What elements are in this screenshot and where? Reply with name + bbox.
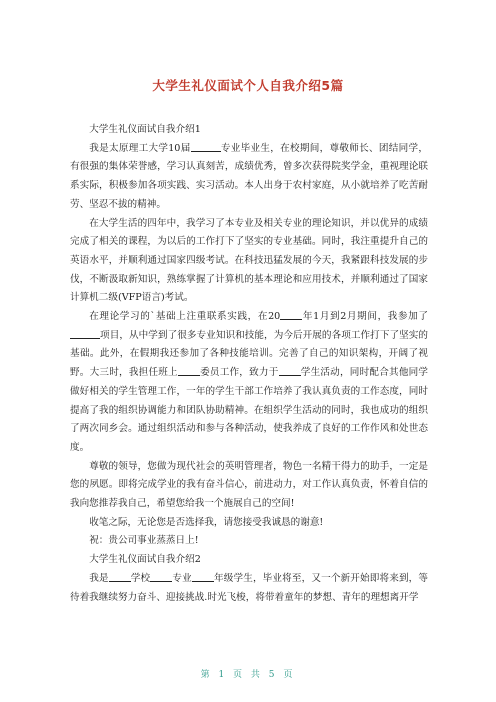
paragraph-3-part-c: 项目，从中学到了很多专业知识和技能，为今后开展的各项工作打下了坚实的基础。此外，在假期我还参加了各种技能培训。完善了自己的知识架构，开阔了视野。大三时，我担任班上 bbox=[70, 329, 428, 379]
paragraph-7-part-c: 专业 bbox=[172, 572, 192, 584]
paragraph-6: 祝：贵公司事业蒸蒸日上! bbox=[89, 535, 199, 547]
paragraph-7-part-d: 年级学生，毕业将至，又一个新开始即将来到，等待着我继续努力奋斗、迎接挑战.时光飞梭，将带着童年的梦想、青年的理想离开学 bbox=[70, 572, 429, 603]
paragraph-7-part-a: 我是 bbox=[89, 572, 109, 584]
paragraph-3-part-b: 年1月到2月期间，我参加了 bbox=[302, 311, 428, 323]
document-title: 大学生礼仪面试个人自我介绍5篇 bbox=[152, 78, 344, 93]
paragraph-7 bbox=[70, 570, 428, 607]
fill-blank bbox=[192, 571, 214, 582]
fill-blank bbox=[279, 365, 301, 376]
page-footer: 第 1 页 共 5 页 bbox=[200, 670, 296, 680]
fill-blank bbox=[191, 141, 221, 152]
fill-blank bbox=[280, 309, 302, 320]
paragraph-1 bbox=[70, 140, 428, 215]
paragraph-1-part-a: 我是太原理工大学10届 bbox=[89, 142, 191, 154]
paragraph-7-part-b: 学校 bbox=[130, 572, 151, 584]
section-heading-1: 大学生礼仪面试自我介绍1 bbox=[89, 124, 201, 135]
paragraph-3 bbox=[70, 308, 428, 458]
fill-blank bbox=[178, 365, 200, 376]
document-body bbox=[70, 121, 428, 607]
fill-blank bbox=[70, 328, 100, 339]
paragraph-4: 尊敬的领导，您做为现代社会的英明管理者，物色一名精干得力的助手，一定是您的夙愿。即将完成学业的我有奋斗信心，前进动力，对工作认真负责，怀着自信的我向您推荐我自己，希望您给我一个施展自己的空间! bbox=[70, 460, 428, 510]
fill-blank bbox=[150, 571, 172, 582]
paragraph-1-part-b: 专业毕业生，在校期间，尊敬师长、团结同学，有很强的集体荣誉感，学习认真刻苦，成绩优秀，曾多次获得院奖学金，重视理论联系实际，积极参加各项实践、实习活动。本人出身于农村家庭，从小就培养了吃苦耐劳、坚忍不拔的精神。 bbox=[70, 142, 428, 210]
paragraph-3-part-e: 学生活动，同时配合其他同学做好相关的学生管理工作，一年的学生干部工作培养了我认真负责的工作态度，同时提高了我的组织协调能力和团队协助精神。在组织学生活动的同时，我也成功的组织了两次同乡会。通过组织活动和参与各种活动，使我养成了良好的工作作风和处世态度。 bbox=[70, 367, 429, 453]
paragraph-2: 在大学生活的四年中，我学习了本专业及相关专业的理论知识，并以优异的成绩完成了相关的课程，为以后的工作打下了坚实的专业基础。同时，我注重提升自己的英语水平，并顺利通过国家四级考试。在科技迅猛发展的今天，我紧跟科技发展的步伐，不断汲取新知识，熟练掌握了计算机的基本理论和应用技术，并顺利通过了国家计算机二级(VFP语言)考试。 bbox=[70, 217, 428, 304]
paragraph-5: 收笔之际，无论您是否选择我，请您接受我诚恳的谢意! bbox=[89, 516, 324, 528]
paragraph-3-part-d: 委员工作，致力于 bbox=[199, 367, 279, 379]
paragraph-3-part-a: 在理论学习的`基础上注重联系实践，在20 bbox=[89, 311, 281, 323]
section-heading-2: 大学生礼仪面试自我介绍2 bbox=[89, 554, 201, 566]
fill-blank bbox=[109, 571, 131, 582]
